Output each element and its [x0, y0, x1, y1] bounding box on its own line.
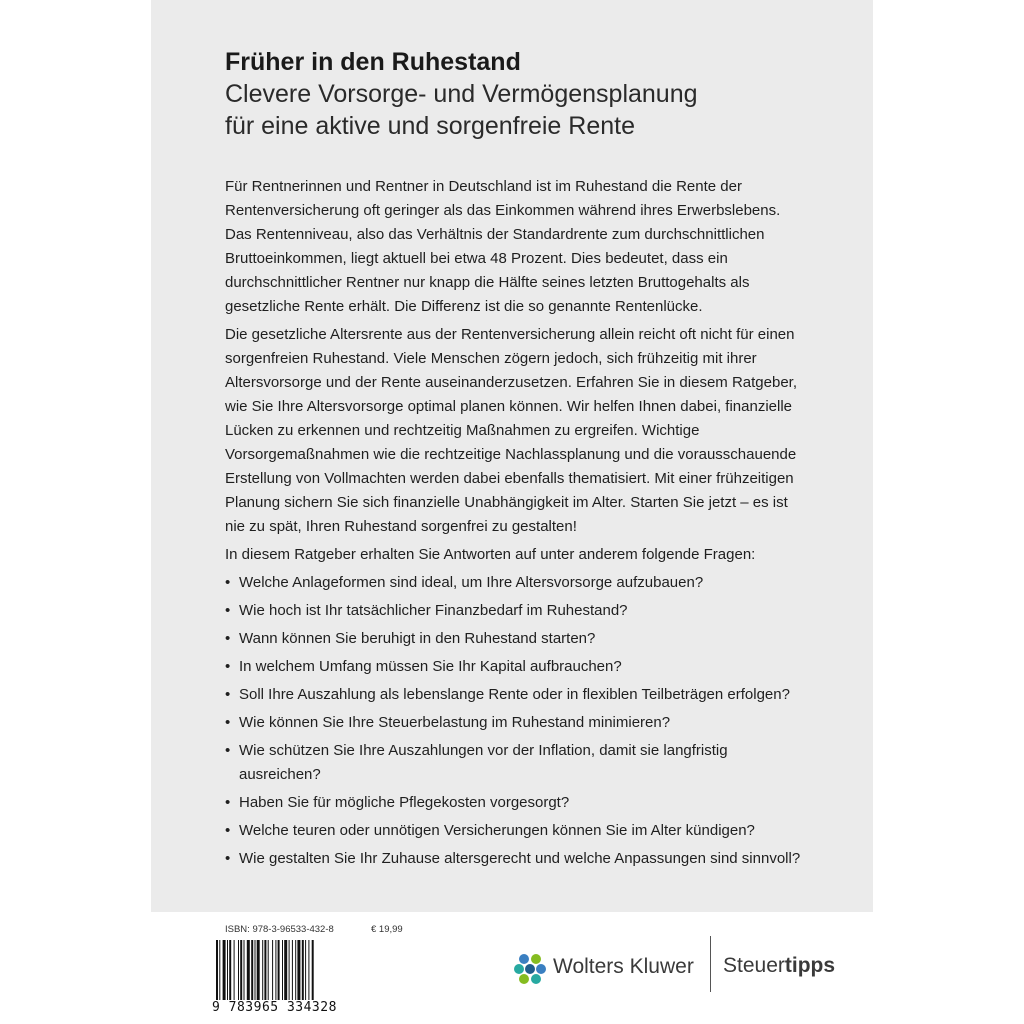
- barcode-bar: [247, 940, 250, 1000]
- logo-dot-icon: [531, 974, 541, 984]
- list-item: [225, 847, 810, 871]
- question-list: [225, 571, 810, 871]
- barcode-bar: [302, 940, 304, 1000]
- question-text: Wie schützen Sie Ihre Auszahlungen vor der Inflation, damit sie langfristig ausreichen?: [239, 742, 728, 783]
- barcode-bar: [238, 940, 239, 1000]
- list-item: [225, 711, 810, 735]
- barcode-bar: [295, 940, 296, 1000]
- isbn-label: ISBN: 978-3-96533-432-8: [225, 924, 334, 935]
- barcode-bar: [284, 940, 287, 1000]
- series-name: [723, 954, 835, 978]
- cover-content: [225, 46, 810, 871]
- question-text: Haben Sie für mögliche Pflegekosten vorgesorgt?: [239, 794, 570, 811]
- price-label: € 19,99: [371, 924, 403, 935]
- barcode-bar: [216, 940, 218, 1000]
- logo-dot-icon: [514, 964, 524, 974]
- question-text: Welche Anlageformen sind ideal, um Ihre Altersvorsorge aufzubauen?: [239, 574, 704, 591]
- barcode-bar: [223, 940, 226, 1000]
- barcode-bar: [255, 940, 256, 1000]
- question-text: Wie können Sie Ihre Steuerbelastung im Ruhestand minimieren?: [239, 714, 671, 731]
- blurb-paragraph-3: In diesem Ratgeber erhalten Sie Antworten auf unter anderem folgende Fragen:: [225, 546, 756, 563]
- barcode-bar: [227, 940, 228, 1000]
- bullet-icon: •: [225, 850, 231, 867]
- barcode-bar: [268, 940, 269, 1000]
- barcode-bar: [292, 940, 293, 1000]
- question-text: In welchem Umfang müssen Sie Ihr Kapital aufbrauchen?: [239, 658, 622, 675]
- barcode-bar: [264, 940, 266, 1000]
- barcode-bar: [257, 940, 260, 1000]
- book-subtitle-line-1: Clevere Vorsorge- und Vermögensplanung: [225, 80, 698, 108]
- question-text: Wann können Sie beruhigt in den Ruhestand starten?: [239, 630, 596, 647]
- list-item: [225, 655, 810, 679]
- barcode-bar: [312, 940, 314, 1000]
- blurb-paragraph-1: Für Rentnerinnen und Rentner in Deutschland ist im Ruhestand die Rente der Rentenversicherung oft geringer als das Einkommen während ihres Erwerbslebens. Das Rentenniveau, also das Verhältnis der Standardrente zum durchschnittlichen Bruttoeinkommen, liegt aktuell bei etwa 48 Prozent. Dies bedeutet, dass ein durchschnittlicher Rentner nur knapp die Hälfte seines letzten Bruttogehalts als gesetzliche Rente erhält. Die Differenz ist die so genannte Rentenlücke.: [225, 178, 781, 315]
- bullet-icon: •: [225, 574, 231, 591]
- list-item: [225, 627, 810, 651]
- logo-dot-icon: [519, 974, 529, 984]
- barcode-bar: [308, 940, 309, 1000]
- question-text: Welche teuren oder unnötigen Versicherungen können Sie im Alter kündigen?: [239, 822, 755, 839]
- barcode-bar: [278, 940, 280, 1000]
- wolters-kluwer-logo-icon: [512, 949, 548, 985]
- barcode-icon: [214, 940, 354, 1000]
- book-title: Früher in den Ruhestand: [225, 48, 521, 76]
- bullet-icon: •: [225, 602, 231, 619]
- list-item: [225, 599, 810, 623]
- logo-dot-icon: [525, 964, 535, 974]
- list-item: [225, 739, 810, 787]
- blurb-text: [225, 175, 810, 871]
- logo-dot-icon: [531, 954, 541, 964]
- barcode-bar: [272, 940, 273, 1000]
- book-subtitle-line-2: für eine aktive und sorgenfreie Rente: [225, 112, 635, 140]
- barcode-bar: [240, 940, 242, 1000]
- bullet-icon: •: [225, 686, 231, 703]
- logo-divider: [710, 936, 711, 992]
- bullet-icon: •: [225, 822, 231, 839]
- barcode-bar: [219, 940, 220, 1000]
- series-name-bold: tipps: [784, 954, 836, 977]
- barcode-bar: [262, 940, 263, 1000]
- bullet-icon: •: [225, 658, 231, 675]
- barcode-bar: [282, 940, 283, 1000]
- barcode-bar: [305, 940, 306, 1000]
- bullet-icon: •: [225, 794, 231, 811]
- barcode-bar: [289, 940, 290, 1000]
- list-item: [225, 791, 810, 815]
- barcode-bar: [251, 940, 253, 1000]
- barcode-bar: [297, 940, 300, 1000]
- series-name-regular: Steuer: [723, 954, 785, 977]
- publisher-name: Wolters Kluwer: [553, 955, 694, 978]
- barcode-bar: [234, 940, 235, 1000]
- barcode-bar: [244, 940, 245, 1000]
- barcode-bar: [229, 940, 231, 1000]
- logo-dot-icon: [536, 964, 546, 974]
- question-text: Wie gestalten Sie Ihr Zuhause altersgerecht und welche Anpassungen sind sinnvoll?: [239, 850, 801, 867]
- bullet-icon: •: [225, 742, 231, 759]
- list-item: [225, 819, 810, 843]
- book-back-cover: [151, 0, 873, 912]
- question-text: Soll Ihre Auszahlung als lebenslange Rente oder in flexiblen Teilbeträgen erfolgen?: [239, 686, 790, 703]
- blurb-paragraph-2: Die gesetzliche Altersrente aus der Rentenversicherung allein reicht oft nicht für einen sorgenfreien Ruhestand. Viele Menschen zögern jedoch, sich frühzeitig mit ihrer Altersvorsorge und der Rente auseinanderzusetzen. Erfahren Sie in diesem Ratgeber, wie Sie Ihre Altersvorsorge optimal planen können. Wir helfen Ihnen dabei, finanzielle Lücken zu erkennen und rechtzeitig Maßnahmen zu ergreifen. Wichtige Vorsorgemaßnahmen wie die rechtzeitige Nachlassplanung und die vorausschauende Erstellung von Vollmachten werden dabei ebenfalls thematisiert. Mit einer frühzeitigen Planung sichern Sie sich finanzielle Unabhängigkeit im Alter. Starten Sie jetzt – es ist nie zu spät, Ihren Ruhestand sorgenfrei zu gestalten!: [225, 326, 797, 535]
- barcode-digits: 9 783965 334328: [212, 1000, 337, 1015]
- list-item: [225, 683, 810, 707]
- bullet-icon: •: [225, 630, 231, 647]
- question-text: Wie hoch ist Ihr tatsächlicher Finanzbedarf im Ruhestand?: [239, 602, 628, 619]
- logo-dot-icon: [519, 954, 529, 964]
- list-item: [225, 571, 810, 595]
- barcode-bar: [275, 940, 276, 1000]
- bullet-icon: •: [225, 714, 231, 731]
